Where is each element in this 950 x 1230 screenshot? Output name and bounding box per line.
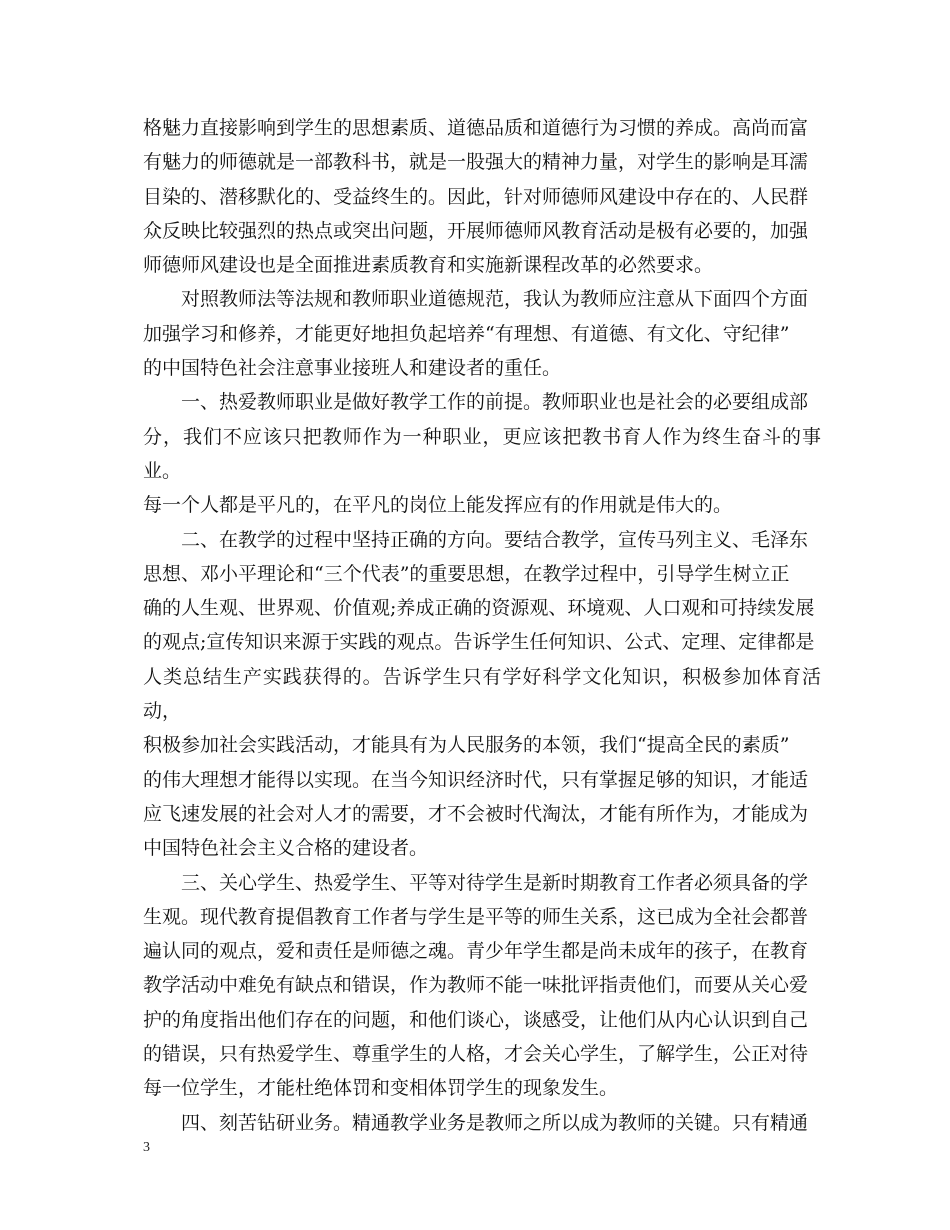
body-text [143,111,821,1140]
paragraph-point-one: 一、热爱教师职业是做好教学工作的前提。教师职业也是社会的必要组成部 分，我们不应该只把教师作为一种职业，更应该把教书育人作为终生奋斗的事业。 每一个人都是平凡的，在平凡的岗位上能发挥应有的作用就是伟大的。 [143,391,821,517]
paragraph-point-four: 四、刻苦钻研业务。精通教学业务是教师之所以成为教师的关键。只有精通 [143,1111,809,1134]
paragraph-point-three: 三、关心学生、热爱学生、平等对待学生是新时期教育工作者必须具备的学 生观。现代教育提倡教育工作者与学生是平等的师生关系，这已成为全社会都普 遍认同的观点，爱和责任是师德之魂。青少年学生都是尚未成年的孩子，在教育 教学活动中难免有缺点和错误，作为教师不能一味批评指责他们，而要从关心爱 护的角度指出他们存在的问题，和他们谈心，谈感受，让他们从内心认识到自己 的错误，只有热爱学生、尊重学生的人格，才会关心学生，了解学生，公正对待 每一位学生，才能杜绝体罚和变相体罚学生的现象发生。 [143,871,809,1100]
page-number: 3 [143,1140,150,1155]
paragraph-point-two: 二、在教学的过程中坚持正确的方向。要结合教学，宣传马列主义、毛泽东 思想、邓小平理论和“三个代表”的重要思想，在教学过程中，引导学生树立正 确的人生观、世界观、价值观;养成正确的资源观、环境观、人口观和可持续发展 的观点;宣传知识来源于实践的观点。告诉学生任何知识、公式、定理、定律都是 人类总结生产实践获得的。告诉学生只有学好科学文化知识，积极参加体育活动， 积极参加社会实践活动，才能具有为人民服务的本领，我们“提高全民的素质” 的伟大理想才能得以实现。在当今知识经济时代，只有掌握足够的知识，才能适 应飞速发展的社会对人才的需要，才不会被时代淘汰，才能有所作为，才能成为 中国特色社会主义合格的建设者。 [143,528,821,860]
paragraph-intro-four-aspects: 对照教师法等法规和教师职业道德规范，我认为教师应注意从下面四个方面 加强学习和修养，才能更好地担负起培养“有理想、有道德、有文化、守纪律” 的中国特色社会注意事业接班人和建设者的重任。 [143,288,809,380]
paragraph-continuation: 格魅力直接影响到学生的思想素质、道德品质和道德行为习惯的养成。高尚而富 有魅力的师德就是一部教科书，就是一股强大的精神力量，对学生的影响是耳濡 目染的、潜移默化的、受益终生的。因此，针对师德师风建设中存在的、人民群 众反映比较强烈的热点或突出问题，开展师德师风教育活动是极有必要的，加强 师德师风建设也是全面推进素质教育和实施新课程改革的必然要求。 [143,117,809,277]
